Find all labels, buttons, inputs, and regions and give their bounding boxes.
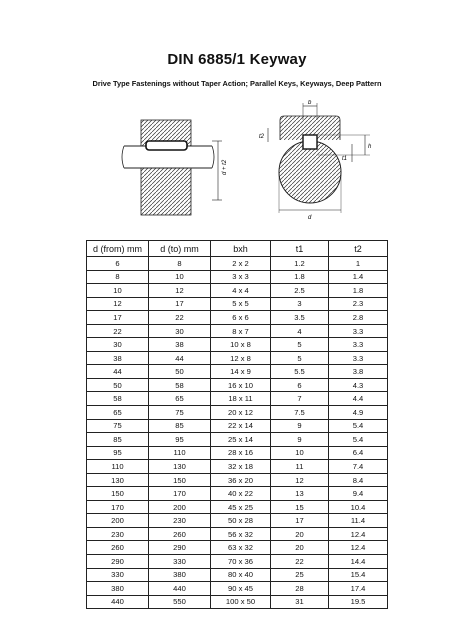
table-cell: 110 (149, 446, 211, 460)
column-header: bxh (211, 241, 271, 257)
table-row (87, 270, 388, 284)
table-cell: 11 (271, 460, 329, 474)
table-cell: 12 (87, 297, 149, 311)
table-cell: 15 (271, 500, 329, 514)
table-cell: 44 (149, 351, 211, 365)
table-row (87, 419, 388, 433)
table-cell: 75 (149, 406, 211, 420)
table-row (87, 568, 388, 582)
table-cell: 45 x 25 (211, 500, 271, 514)
table-cell: 380 (87, 582, 149, 596)
keyway-table (86, 240, 388, 609)
dim-label-d-plus-t2: d + t2 (222, 159, 228, 175)
table-cell: 3.3 (329, 338, 388, 352)
table-row (87, 473, 388, 487)
table-cell: 3.3 (329, 351, 388, 365)
table-cell: 13 (271, 487, 329, 501)
table-cell: 330 (149, 555, 211, 569)
table-cell: 28 x 16 (211, 446, 271, 460)
table-cell: 200 (149, 500, 211, 514)
table-row (87, 527, 388, 541)
table-row (87, 582, 388, 596)
table-row (87, 378, 388, 392)
table-cell: 32 x 18 (211, 460, 271, 474)
table-cell: 10 x 8 (211, 338, 271, 352)
table-cell: 1.2 (271, 257, 329, 271)
table-row (87, 433, 388, 447)
table-cell: 1 (329, 257, 388, 271)
table-cell: 30 (87, 338, 149, 352)
table-cell: 3 (271, 297, 329, 311)
table-cell: 230 (149, 514, 211, 528)
table-cell: 65 (149, 392, 211, 406)
table-cell: 9 (271, 419, 329, 433)
table-cell: 12 (271, 473, 329, 487)
table-cell: 5 (271, 338, 329, 352)
table-cell: 36 x 20 (211, 473, 271, 487)
page-title: DIN 6885/1 Keyway (167, 51, 307, 68)
table-cell: 8 (87, 270, 149, 284)
table-row (87, 392, 388, 406)
table-row (87, 460, 388, 474)
cross-section-view (259, 100, 372, 221)
table-cell: 6.4 (329, 446, 388, 460)
table-cell: 12 (149, 284, 211, 298)
table-cell: 440 (87, 595, 149, 609)
table-cell: 4 (271, 324, 329, 338)
table-cell: 19.5 (329, 595, 388, 609)
table-cell: 130 (149, 460, 211, 474)
table-cell: 17 (149, 297, 211, 311)
table-header-row (87, 241, 388, 257)
table-cell: 20 (271, 541, 329, 555)
table-row (87, 406, 388, 420)
table-cell: 8 x 7 (211, 324, 271, 338)
table-cell: 2.8 (329, 311, 388, 325)
table-cell: 28 (271, 582, 329, 596)
table-cell: 80 x 40 (211, 568, 271, 582)
table-cell: 5.4 (329, 433, 388, 447)
table-cell: 12.4 (329, 527, 388, 541)
table-row (87, 595, 388, 609)
table-cell: 70 x 36 (211, 555, 271, 569)
table-cell: 5 (271, 351, 329, 365)
table-cell: 20 (271, 527, 329, 541)
table-row (87, 514, 388, 528)
table-cell: 16 x 10 (211, 378, 271, 392)
table-cell: 6 (87, 257, 149, 271)
table-cell: 230 (87, 527, 149, 541)
table-cell: 3 x 3 (211, 270, 271, 284)
dim-label-t2: t2 (259, 134, 265, 140)
table-cell: 3.5 (271, 311, 329, 325)
table-cell: 6 (271, 378, 329, 392)
table-cell: 4.3 (329, 378, 388, 392)
table-cell: 10 (271, 446, 329, 460)
table-cell: 17 (87, 311, 149, 325)
table-cell: 170 (87, 500, 149, 514)
table-cell: 130 (87, 473, 149, 487)
table-cell: 5.4 (329, 419, 388, 433)
table-cell: 58 (87, 392, 149, 406)
table-cell: 9 (271, 433, 329, 447)
table-cell: 18 x 11 (211, 392, 271, 406)
table-cell: 22 x 14 (211, 419, 271, 433)
table-cell: 17 (271, 514, 329, 528)
table-cell: 63 x 32 (211, 541, 271, 555)
table-cell: 12 x 8 (211, 351, 271, 365)
table-row (87, 257, 388, 271)
table-row (87, 311, 388, 325)
table-cell: 4 x 4 (211, 284, 271, 298)
table-row (87, 446, 388, 460)
table-cell: 290 (149, 541, 211, 555)
table-cell: 2.5 (271, 284, 329, 298)
table-cell: 38 (149, 338, 211, 352)
table-cell: 40 x 22 (211, 487, 271, 501)
table-cell: 22 (149, 311, 211, 325)
keyway-drawing (108, 100, 388, 225)
table-row (87, 555, 388, 569)
table-cell: 12.4 (329, 541, 388, 555)
dim-label-t1: t1 (342, 156, 348, 162)
table-cell: 380 (149, 568, 211, 582)
table-cell: 4.4 (329, 392, 388, 406)
table-body (87, 257, 388, 609)
table-row (87, 297, 388, 311)
side-view (122, 120, 228, 215)
dim-label-h: h (368, 144, 372, 150)
table-cell: 50 x 28 (211, 514, 271, 528)
column-header: t1 (271, 241, 329, 257)
dim-label-b: b (308, 100, 312, 106)
table-cell: 75 (87, 419, 149, 433)
table-cell: 8 (149, 257, 211, 271)
table-cell: 100 x 50 (211, 595, 271, 609)
table-cell: 25 x 14 (211, 433, 271, 447)
table-row (87, 541, 388, 555)
table-cell: 170 (149, 487, 211, 501)
table-cell: 38 (87, 351, 149, 365)
table-cell: 550 (149, 595, 211, 609)
table-cell: 58 (149, 378, 211, 392)
table-cell: 11.4 (329, 514, 388, 528)
table-cell: 5.5 (271, 365, 329, 379)
table-cell: 25 (271, 568, 329, 582)
column-header: t2 (329, 241, 388, 257)
table-cell: 50 (149, 365, 211, 379)
column-header: d (to) mm (149, 241, 211, 257)
table-row (87, 351, 388, 365)
table-cell: 14.4 (329, 555, 388, 569)
table-cell: 90 x 45 (211, 582, 271, 596)
table-cell: 110 (87, 460, 149, 474)
table-cell: 1.8 (271, 270, 329, 284)
table-cell: 1.8 (329, 284, 388, 298)
table-cell: 95 (149, 433, 211, 447)
table-cell: 260 (87, 541, 149, 555)
table-cell: 200 (87, 514, 149, 528)
table-cell: 7.5 (271, 406, 329, 420)
table-cell: 7 (271, 392, 329, 406)
table-cell: 31 (271, 595, 329, 609)
table-row (87, 487, 388, 501)
table-cell: 22 (271, 555, 329, 569)
table-cell: 150 (87, 487, 149, 501)
table-row (87, 338, 388, 352)
table-cell: 10.4 (329, 500, 388, 514)
table-cell: 150 (149, 473, 211, 487)
column-header: d (from) mm (87, 241, 149, 257)
table-cell: 50 (87, 378, 149, 392)
table-cell: 1.4 (329, 270, 388, 284)
table-cell: 440 (149, 582, 211, 596)
table-cell: 6 x 6 (211, 311, 271, 325)
table-cell: 14 x 9 (211, 365, 271, 379)
table-cell: 5 x 5 (211, 297, 271, 311)
table-row (87, 324, 388, 338)
table-cell: 10 (149, 270, 211, 284)
table-cell: 17.4 (329, 582, 388, 596)
table-cell: 2 x 2 (211, 257, 271, 271)
table-row (87, 365, 388, 379)
table-cell: 22 (87, 324, 149, 338)
table-cell: 65 (87, 406, 149, 420)
table-cell: 330 (87, 568, 149, 582)
table-row (87, 284, 388, 298)
page-subtitle: Drive Type Fastenings without Taper Action; Parallel Keys, Keyways, Deep Pattern (92, 79, 382, 88)
table-cell: 290 (87, 555, 149, 569)
dim-label-d: d (308, 215, 312, 221)
table-cell: 10 (87, 284, 149, 298)
table-cell: 85 (149, 419, 211, 433)
table-cell: 7.4 (329, 460, 388, 474)
table-cell: 3.8 (329, 365, 388, 379)
table-cell: 15.4 (329, 568, 388, 582)
table-cell: 44 (87, 365, 149, 379)
table-cell: 260 (149, 527, 211, 541)
table-cell: 9.4 (329, 487, 388, 501)
table-row (87, 500, 388, 514)
table-cell: 95 (87, 446, 149, 460)
table-cell: 8.4 (329, 473, 388, 487)
table-cell: 30 (149, 324, 211, 338)
table-cell: 85 (87, 433, 149, 447)
table-cell: 3.3 (329, 324, 388, 338)
table-cell: 56 x 32 (211, 527, 271, 541)
table-cell: 20 x 12 (211, 406, 271, 420)
table-cell: 4.9 (329, 406, 388, 420)
table-cell: 2.3 (329, 297, 388, 311)
